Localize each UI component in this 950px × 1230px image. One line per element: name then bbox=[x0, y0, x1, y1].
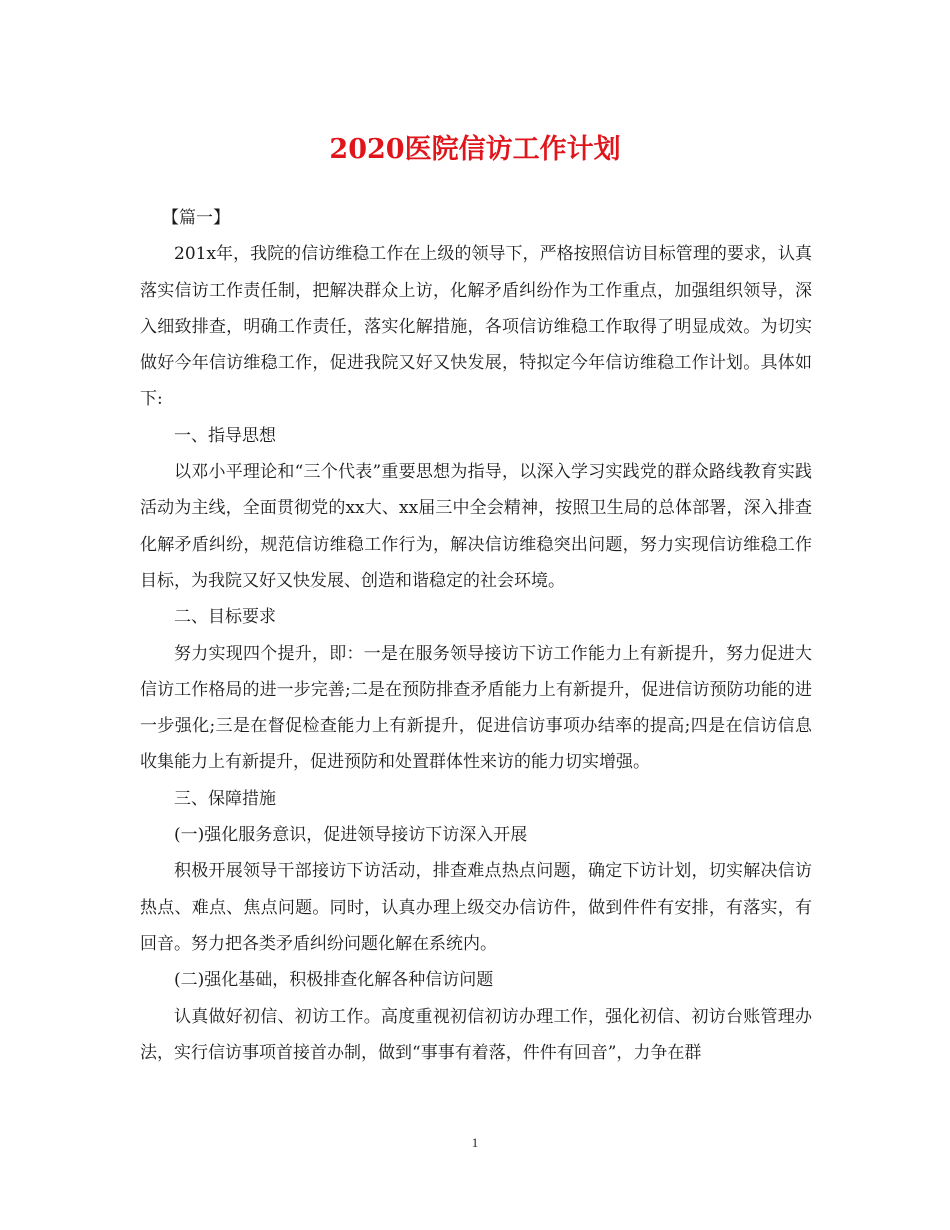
paragraph-foundation: 认真做好初信、初访工作。高度重视初信初访办理工作，强化初信、初访台账管理办法，实行信访事项首接首办制，做到“事事有着落，件件有回音”，力争在群 bbox=[140, 1006, 812, 1063]
heading-goals: 二、目标要求 bbox=[174, 607, 276, 628]
heading-measures: 三、保障措施 bbox=[174, 788, 276, 809]
page-number: 1 bbox=[471, 1135, 479, 1150]
paragraph-goals: 努力实现四个提升，即：一是在服务领导接访下访工作能力上有新提升，努力促进大信访工作格局的进一步完善;二是在预防排查矛盾能力上有新提升，促进信访预防功能的进一步强化;三是在督促检查能力上有新提升，促进信访事项办结率的提高;四是在信访信息收集能力上有新提升，促进预防和处置群体性来访的能力切实增强。 bbox=[140, 643, 812, 773]
subheading-foundation: (二)强化基础，积极排查化解各种信访问题 bbox=[174, 970, 494, 991]
heading-guiding-ideology: 一、指导思想 bbox=[174, 425, 276, 446]
subheading-service-awareness: (一)强化服务意识，促进领导接访下访深入开展 bbox=[174, 825, 528, 846]
paragraph-service-awareness: 积极开展领导干部接访下访活动，排查难点热点问题，确定下访计划，切实解决信访热点、难点、焦点问题。同时，认真办理上级交办信访件，做到件件有安排，有落实，有回音。努力把各类矛盾纠纷问题化解在系统内。 bbox=[140, 861, 812, 954]
document-body bbox=[140, 200, 812, 1071]
paragraph-guiding-ideology: 以邓小平理论和“三个代表”重要思想为指导，以深入学习实践党的群众路线教育实践活动为主线，全面贯彻党的xx大、xx届三中全会精神，按照卫生局的总体部署，深入排查化解矛盾纠纷，规范信访维稳工作行为，解决信访维稳突出问题，努力实现信访维稳工作目标，为我院又好又快发展、创造和谐稳定的社会环境。 bbox=[140, 462, 812, 591]
section-label: 【篇一】 bbox=[162, 208, 230, 228]
paragraph-intro: 201x年，我院的信访维稳工作在上级的领导下，严格按照信访目标管理的要求，认真落实信访工作责任制，把解决群众上访，化解矛盾纠纷作为工作重点，加强组织领导，深入细致排查，明确工作责任，落实化解措施，各项信访维稳工作取得了明显成效。为切实做好今年信访维稳工作，促进我院又好又快发展，特拟定今年信访维稳工作计划。具体如下: bbox=[140, 244, 812, 410]
document-title: 2020医院信访工作计划 bbox=[329, 134, 621, 165]
